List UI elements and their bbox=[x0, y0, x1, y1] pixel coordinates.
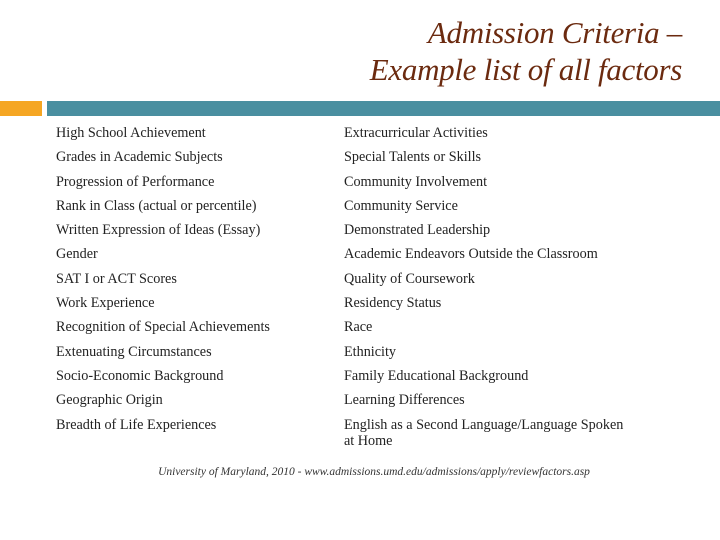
slide-title-line-1: Admission Criteria – bbox=[427, 15, 682, 50]
accent-bar-orange bbox=[0, 101, 42, 116]
factor-item: Family Educational Background bbox=[344, 367, 529, 384]
factor-item: Race bbox=[344, 319, 373, 336]
factor-item: Progression of Performance bbox=[56, 173, 215, 190]
factor-item: Residency Status bbox=[344, 295, 442, 312]
factor-item: English as a Second Language/Language Spoken at Home bbox=[344, 416, 624, 449]
factor-item: Extracurricular Activities bbox=[344, 125, 488, 141]
factor-item: Demonstrated Leadership bbox=[344, 222, 491, 239]
factor-item: Academic Endeavors Outside the Classroom bbox=[344, 246, 598, 263]
factor-item: Grades in Academic Subjects bbox=[56, 149, 223, 166]
factor-item: Learning Differences bbox=[344, 392, 465, 409]
factor-item: Rank in Class (actual or percentile) bbox=[56, 197, 257, 214]
factor-item: Ethnicity bbox=[344, 343, 397, 360]
factor-item: Gender bbox=[56, 246, 98, 263]
left-factor-list bbox=[56, 125, 338, 441]
factor-item: Breadth of Life Experiences bbox=[56, 416, 217, 433]
factor-item: SAT I or ACT Scores bbox=[56, 270, 177, 287]
right-factor-list bbox=[344, 125, 704, 456]
factor-item: High School Achievement bbox=[56, 125, 206, 141]
source-citation: University of Maryland, 2010 - www.admissions.umd.edu/admissions/apply/reviewfactors.asp bbox=[158, 466, 590, 478]
accent-bar-teal bbox=[47, 101, 720, 116]
slide-title-line-2: Example list of all factors bbox=[369, 52, 682, 87]
factor-item: Extenuating Circumstances bbox=[56, 343, 212, 360]
factor-item: Special Talents or Skills bbox=[344, 149, 482, 166]
factor-item: Community Involvement bbox=[344, 173, 488, 190]
factor-item: Recognition of Special Achievements bbox=[56, 319, 270, 336]
slide-title bbox=[370, 14, 682, 88]
factor-item: Socio-Economic Background bbox=[56, 367, 224, 384]
factor-item: Work Experience bbox=[56, 295, 155, 312]
factor-item: Quality of Coursework bbox=[344, 270, 475, 287]
factor-item: Written Expression of Ideas (Essay) bbox=[56, 222, 261, 239]
factor-item: Geographic Origin bbox=[56, 392, 163, 409]
factor-item: Community Service bbox=[344, 197, 458, 214]
